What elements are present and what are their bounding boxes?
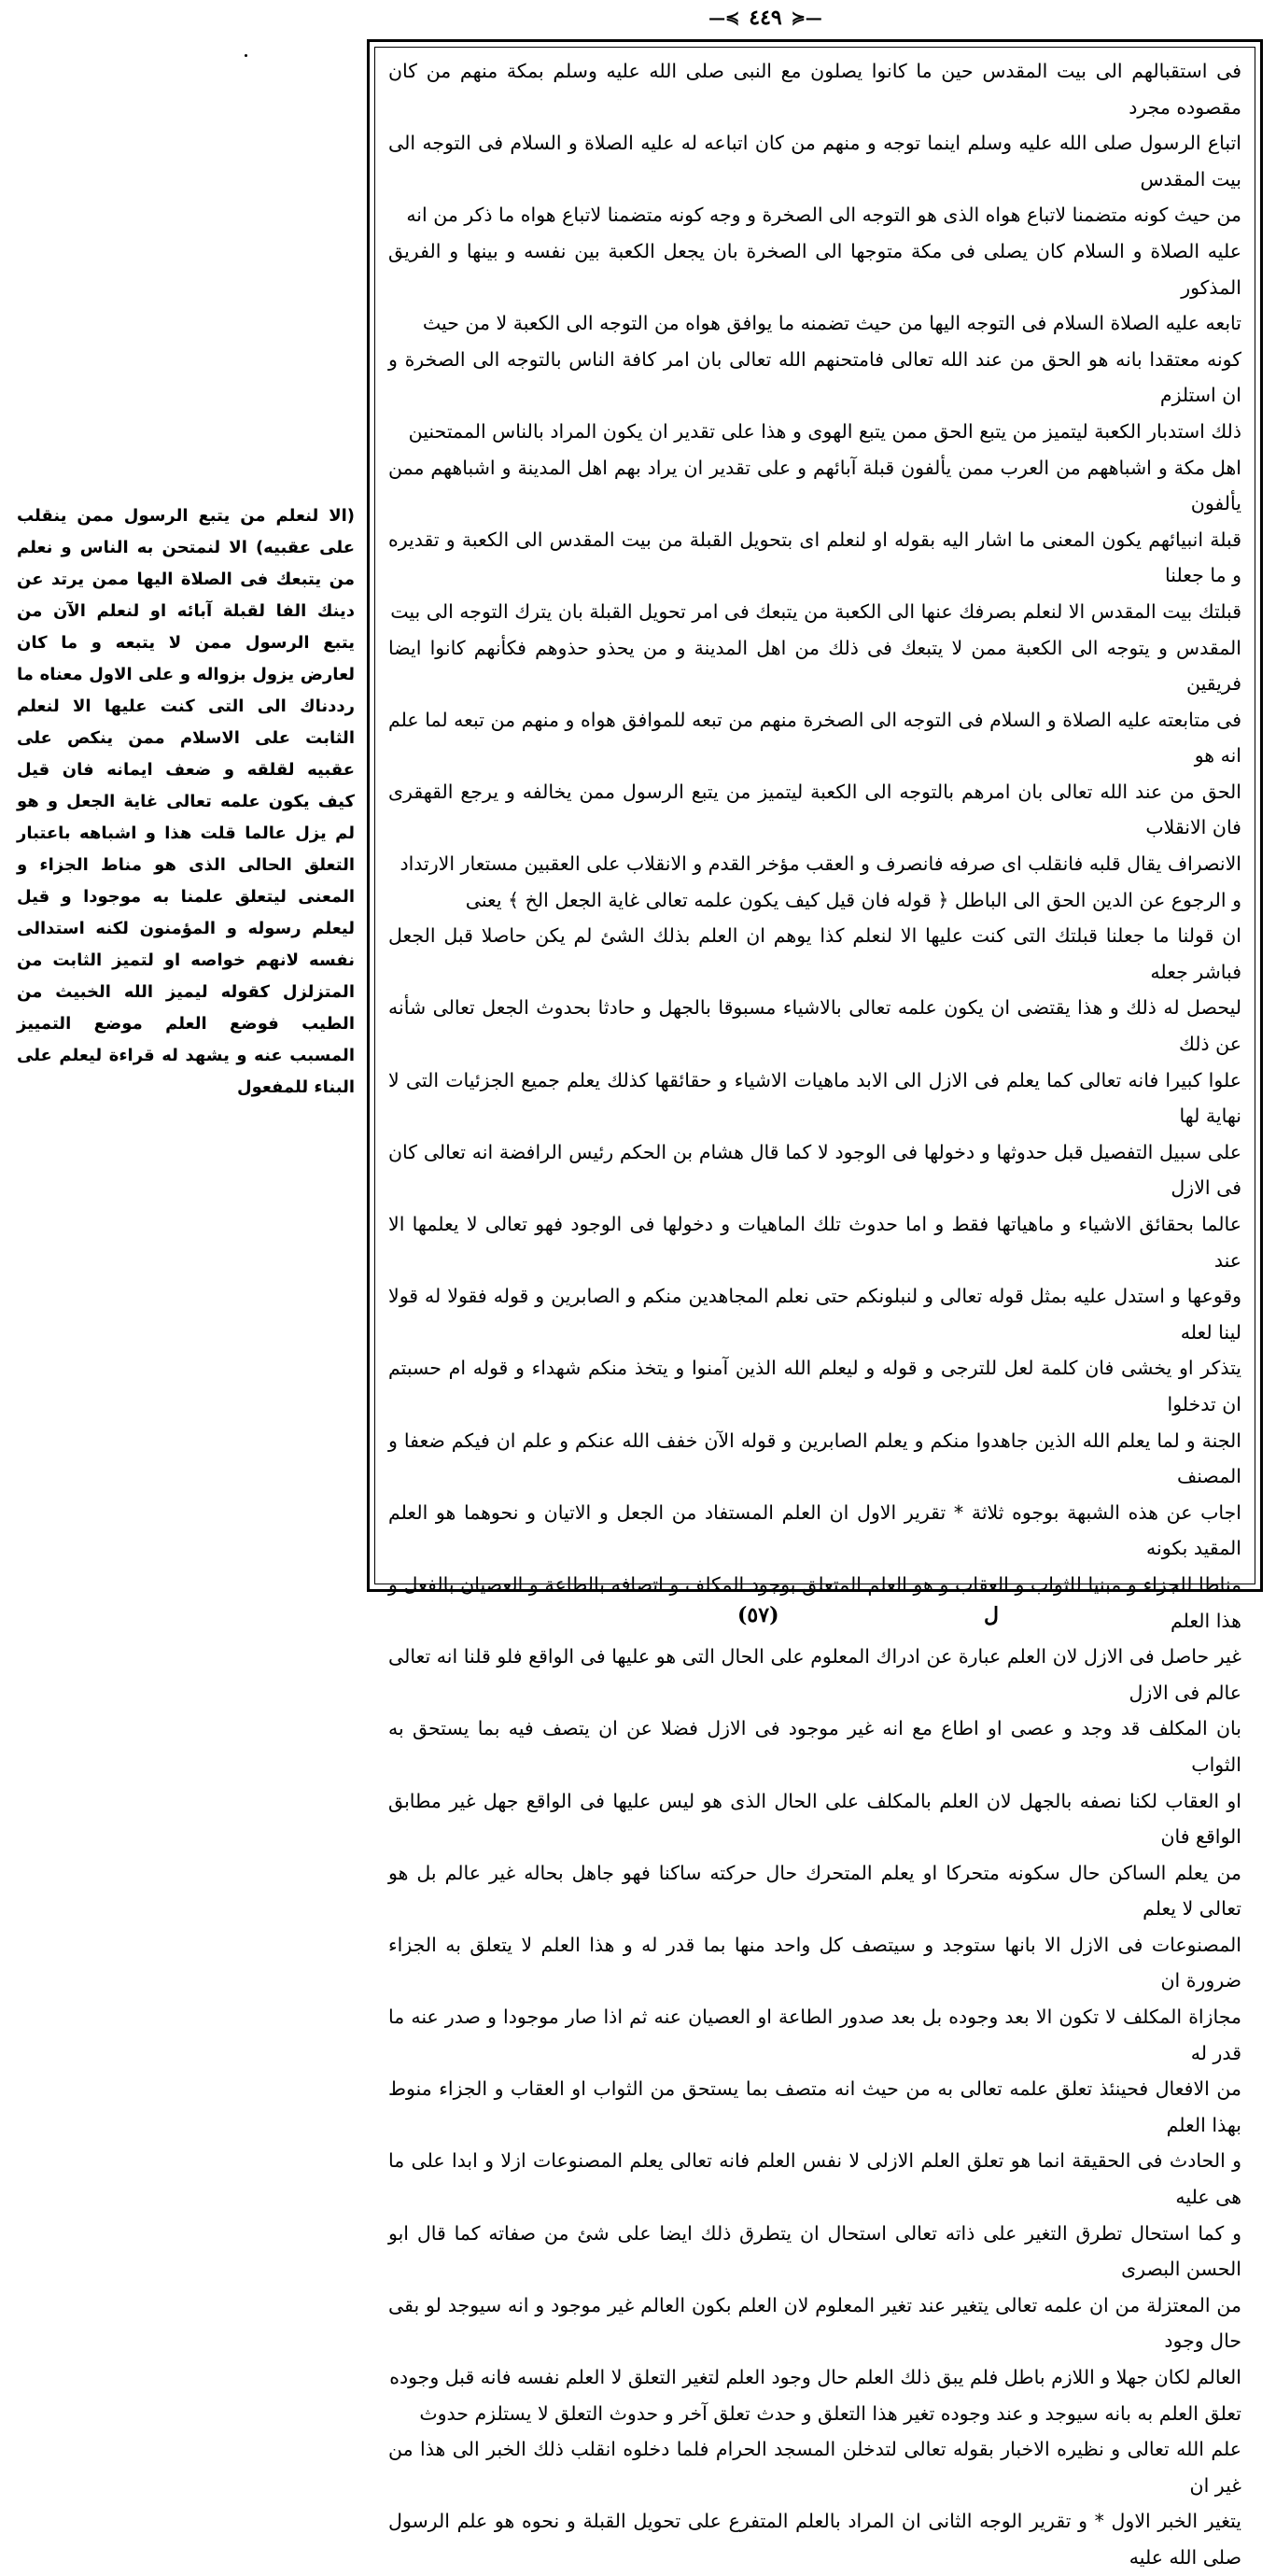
text-line: العالم لكان جهلا و اللازم باطل فلم يبق ذلك العلم حال وجود العلم لتغير التعلق لا العلم نفسه فانه قبل وجوده: [389, 2366, 1241, 2388]
text-line: او العقاب لكنا نصفه بالجهل لان العلم بالمكلف على الحال الذى هو ليس عليها فى الواقع جهل غير مطابق الواقع فان: [388, 1789, 1241, 1849]
section-number: (٥٧): [737, 1603, 779, 1627]
page-number-header: [625, 4, 905, 32]
text-line: مناطا للجزاء و مبنيا للثواب و العقاب و هو العلم المتعلق بوجود المكلف و اتصافه بالطاعة و العصيان بالفعل و هذا العلم: [388, 1572, 1241, 1632]
text-line: قبلة انبيائهم يكون المعنى ما اشار اليه بقوله او لنعلم اى بتحويل القبلة من بيت المقدس الى الكعبة و تقديره و ما جعلنا: [388, 528, 1241, 587]
text-line: تعلق العلم به بانه سيوجد و عند وجوده تغير هذا التعلق و حدث تعلق آخر و حدوث التعلق لا يستلزم حدوث: [419, 2401, 1241, 2425]
text-line: بان المكلف قد وجد و عصى او اطاع مع انه غير موجود فى الازل فضلا عن ان يتصف فيه بما يستحق به الثواب: [388, 1717, 1241, 1776]
text-line: علوا كبيرا فانه تعالى كما يعلم فى الازل الى الابد ماهيات الاشياء و حقائقها كذلك يعلم جميع الجزئيات التى لا نهاية لها: [388, 1068, 1241, 1128]
text-line: عليه الصلاة و السلام كان يصلى فى مكة متوجها الى الصخرة بان يجعل الكعبة بين نفسه و بينها و الفريق المذكور: [388, 239, 1241, 299]
text-line: فى متابعته عليه الصلاة و السلام فى التوجه الى الصخرة منهم من تبعه للموافق هواه و منهم من تبعه لما علم انه هو: [388, 708, 1241, 767]
text-line: المقدس و يتوجه الى الكعبة ممن لا يتبعك فى ذلك من اهل المدينة و من يحذو حذوهم فكأنهم كانوا ايضا فريقين: [388, 636, 1241, 696]
text-line: تابعه عليه الصلاة السلام فى التوجه اليها من حيث تضمنه ما يوافق هواه من التوجه الى الكعبة لا من حيث: [422, 312, 1241, 335]
text-line: المصنوعات فى الازل الا بانها ستوجد و سيتصف كل واحد منها بما قدر له و هذا العلم لا يتعلق به الجزاء ضرورة ان: [388, 1933, 1241, 1992]
text-line: عالما بحقائق الاشياء و ماهياتها فقط و اما حدوث تلك الماهيات و دخولها فى الوجود فهو تعالى لا يعلمها الا عند: [388, 1213, 1241, 1272]
text-line: ذلك استدبار الكعبة ليتميز من يتبع الحق ممن يتبع الهوى و هذا على تقدير ان يكون المراد بالناس الممتحنين: [408, 419, 1241, 443]
text-line: اهل مكة و اشباههم من العرب ممن يألفون قبلة آبائهم و على تقدير ان يراد بهم اهل المدينة و اشباههم ممن يألفون: [388, 456, 1241, 515]
text-line: الانصراف يقال قلبه فانقلب اى صرفه فانصرف و العقب مؤخر القدم و الانقلاب على العقبين مستعار الارتداد: [400, 852, 1241, 876]
text-line: ليحصل له ذلك و هذا يقتضى ان يكون علمه تعالى بالاشياء مسبوقا بالجهل و حادثا بحدوث الجعل تعالى شأنه عن ذلك: [388, 996, 1241, 1056]
text-line: على سبيل التفصيل قبل حدوثها و دخولها فى الوجود لا كما قال هشام بن الحكم رئيس الرافضة انه تعالى كان فى الازل: [388, 1140, 1241, 1200]
text-line: فى استقبالهم الى بيت المقدس حين ما كانوا يصلون مع النبى صلى الله عليه وسلم بمكة منهم من كان مقصوده مجرد: [388, 60, 1241, 119]
ornament-right-icon: ≽—: [791, 7, 822, 28]
text-line: من يعلم الساكن حال سكونه متحركا او يعلم المتحرك حال حركته ساكنا فهو جاهل بحاله غير عالم بل هو تعالى لا يعلم: [388, 1861, 1241, 1921]
text-line: اتباع الرسول صلى الله عليه وسلم اينما توجه و منهم من كان اتباعه له عليه الصلاة و السلام فى التوجه الى بيت المقدس: [388, 132, 1241, 190]
text-line: و كما استحال تطرق التغير على ذاته تعالى استحال ان يتطرق ذلك ايضا على شئ من صفاته كما قال ابو الحسن البصرى: [388, 2221, 1241, 2281]
text-line: وقوعها و استدل عليه بمثل قوله تعالى و لنبلونكم حتى نعلم المجاهدين منكم و الصابرين و قوله فقولا له قولا لينا لعله: [388, 1285, 1241, 1344]
page-footer: [737, 1598, 999, 1632]
speck-mark: [245, 54, 247, 57]
ornament-left-icon: —≼: [708, 7, 740, 28]
signature-letter: ل: [984, 1603, 999, 1627]
text-line: يتغير الخبر الاول * و تقرير الوجه الثانى ان المراد بالعلم المتفرع على تحويل القبلة و نحوه هو علم الرسول صلى الله عليه: [388, 2510, 1241, 2569]
text-line: علم الله تعالى و نظيره الاخبار بقوله تعالى لتدخلن المسجد الحرام فلما دخلوه انقلب ذلك الخبر الى هذا من غير ان: [388, 2438, 1241, 2497]
text-line: من الافعال فحينئذ تعلق علمه تعالى به من حيث انه متصف بما يستحق من الثواب او العقاب و الجزاء منوط بهذا العلم: [388, 2077, 1241, 2136]
text-line: قبلتك بيت المقدس الا لنعلم بصرفك عنها الى الكعبة من يتبعك فى امر تحويل القبلة بان يترك التوجه الى بيت: [390, 599, 1241, 623]
text-line: مجازاة المكلف لا تكون الا بعد وجوده بل بعد صدور الطاعة او العصيان عنه ثم اذا صار موجودا و صدر عنه ما قدر له: [388, 2006, 1241, 2064]
margin-commentary: (الا لنعلم من يتبع الرسول ممن ينقلب على عقبيه) الا لنمتحن به الناس و نعلم من يتبعك فى الصلاة اليها ممن يرتد عن دينك الفا لقبلة آبائه او لنعلم الآن من يتبع الرسول ممن لا يتبعه و ما كان لعارض يزول بزواله و على الاول معناه ما رددناك الى التى كنت عليها الا لنعلم الثابت على الاسلام ممن ينكص على عقبيه لقلقه و ضعف ايمانه فان قيل كيف يكون علمه تعالى غاية الجعل و هو لم يزل عالما قلت هذا و اشباهه باعتبار التعلق الحالى الذى هو مناط الجزاء و المعنى ليتعلق علمنا به موجودا و قيل ليعلم رسوله و المؤمنون لكنه استدالى نفسه لانهم خواصه او لتميز الثابت من المتزلزل كقوله ليميز الله الخبيث من الطيب فوضع العلم موضع التمييز المسبب عنه و يشهد له قراءة ليعلم على البناء للمفعول: [17, 506, 355, 1097]
text-line: غير حاصل فى الازل لان العلم عبارة عن ادراك المعلوم على الحال التى هو عليها فى الواقع فلو قلنا انه تعالى عالم فى الازل: [388, 1645, 1241, 1704]
text-line: و الحادث فى الحقيقة انما هو تعلق العلم الازلى لا نفس العلم فانه تعالى يعلم المصنوعات ازلا و ابدا على ما هى عليه: [388, 2149, 1241, 2209]
text-line: يتذكر او يخشى فان كلمة لعل للترجى و قوله و ليعلم الله الذين آمنوا و يتخذ منكم شهداء و قوله ام حسبتم ان تدخلوا: [388, 1357, 1241, 1415]
text-line: ان قولنا ما جعلنا قبلتك التى كنت عليها الا لنعلم كذا يوهم ان العلم بذلك الشئ لم يكن حاصلا قبل الجعل فباشر جعله: [388, 924, 1241, 983]
page-number: ٤٤٩: [749, 6, 782, 30]
text-line: كونه معتقدا بانه هو الحق من عند الله تعالى فامتحنهم الله تعالى بان امر كافة الناس بالتوجه الى الصخرة و ان استلزم: [388, 347, 1241, 407]
main-commentary-text: [388, 53, 1241, 2576]
text-line: من المعتزلة من ان علمه تعالى يتغير عند تغير المعلوم لان العلم بكون العالم غير موجود و انه سيوجد لو بقى حال وجود: [388, 2293, 1241, 2353]
text-line: اجاب عن هذه الشبهة بوجوه ثلاثة * تقرير الاول ان العلم المستفاد من الجعل و الاتيان و نحوهما هو العلم المقيد بكونه: [388, 1500, 1241, 1560]
text-line: الحق من عند الله تعالى بان امرهم بالتوجه الى الكعبة ليتميز من يتبع الرسول ممن يخالفه و يرجع القهقرى فان الانقلاب: [388, 780, 1241, 839]
text-line: من حيث كونه متضمنا لاتباع هواه الذى هو التوجه الى الصخرة و وجه كونه متضمنا لاتباع هواه ما ذكر من انه: [406, 204, 1241, 227]
text-line: و الرجوع عن الدين الحق الى الباطل ﴿ قوله فان قيل كيف يكون علمه تعالى غاية الجعل الخ ﴾ يعنى: [465, 888, 1241, 911]
text-line: الجنة و لما يعلم الله الذين جاهدوا منكم و يعلم الصابرين و قوله الآن خفف الله عنكم و علم ان فيكم ضعفا و المصنف: [388, 1429, 1241, 1488]
